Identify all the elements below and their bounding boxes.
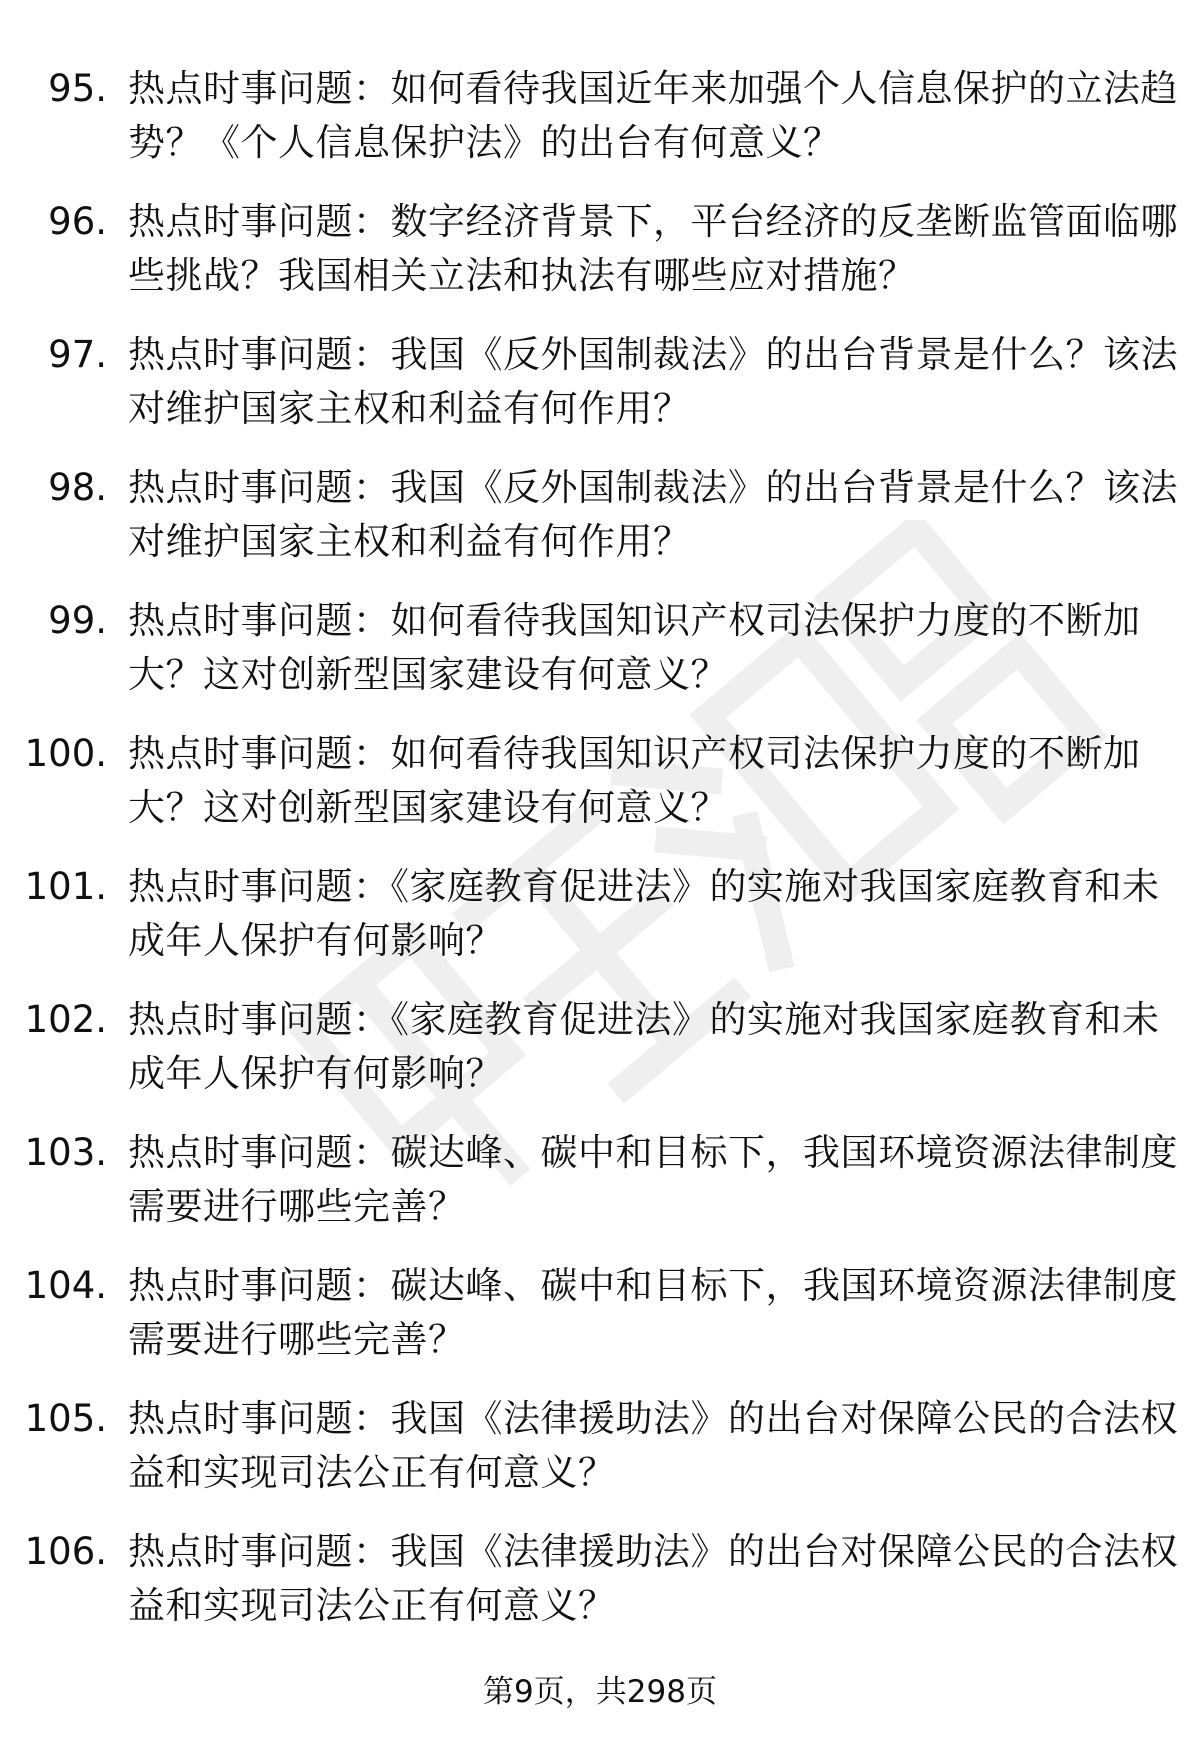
question-text-line: 热点时事问题：我国《法律援助法》的出台对保障公民的合法权 xyxy=(128,1530,1178,1573)
question-text-line: 热点时事问题：碳达峰、碳中和目标下，我国环境资源法律制度 xyxy=(128,1131,1178,1174)
question-text xyxy=(128,860,1160,968)
question-text-line: 热点时事问题：我国《反外国制裁法》的出台背景是什么？该法 xyxy=(128,333,1178,376)
question-item xyxy=(0,191,1200,324)
question-text-line: 需要进行哪些完善？ xyxy=(128,1318,466,1361)
question-text xyxy=(128,1259,1178,1367)
question-item xyxy=(0,856,1200,989)
question-number: 104. xyxy=(24,1264,107,1307)
question-text xyxy=(128,727,1143,835)
question-item xyxy=(0,324,1200,457)
question-item xyxy=(0,457,1200,590)
question-number: 103. xyxy=(24,1131,107,1174)
question-number: 102. xyxy=(24,998,107,1041)
question-text-line: 需要进行哪些完善？ xyxy=(128,1185,466,1228)
question-item xyxy=(0,723,1200,856)
question-number: 105. xyxy=(24,1397,107,1440)
question-text-line: 势？《个人信息保护法》的出台有何意义？ xyxy=(128,121,841,164)
question-text-line: 热点时事问题：如何看待我国知识产权司法保护力度的不断加 xyxy=(128,732,1141,775)
question-text-line: 大？这对创新型国家建设有何意义？ xyxy=(128,653,728,696)
question-number: 97. xyxy=(48,333,107,376)
question-text-line: 成年人保护有何影响？ xyxy=(128,1052,503,1095)
question-text-line: 些挑战？我国相关立法和执法有哪些应对措施？ xyxy=(128,254,916,297)
question-number: 100. xyxy=(24,732,107,775)
question-text-line: 益和实现司法公正有何意义？ xyxy=(128,1584,616,1627)
question-text xyxy=(128,328,1178,436)
question-text-line: 益和实现司法公正有何意义？ xyxy=(128,1451,616,1494)
question-text xyxy=(128,461,1178,569)
question-text-line: 热点时事问题：我国《反外国制裁法》的出台背景是什么？该法 xyxy=(128,466,1178,509)
question-text-line: 热点时事问题：我国《法律援助法》的出台对保障公民的合法权 xyxy=(128,1397,1178,1440)
question-text xyxy=(128,62,1178,170)
question-item xyxy=(0,590,1200,723)
question-text-line: 热点时事问题：如何看待我国知识产权司法保护力度的不断加 xyxy=(128,599,1141,642)
question-text xyxy=(128,1525,1178,1633)
question-text-line: 成年人保护有何影响？ xyxy=(128,919,503,962)
question-number: 101. xyxy=(24,865,107,908)
question-item xyxy=(0,58,1200,191)
question-text-line: 对维护国家主权和利益有何作用？ xyxy=(128,520,691,563)
question-item xyxy=(0,1388,1200,1521)
question-text xyxy=(128,195,1178,303)
question-number: 106. xyxy=(24,1530,107,1573)
question-text-line: 热点时事问题：如何看待我国近年来加强个人信息保护的立法趋 xyxy=(128,67,1178,110)
question-text-line: 热点时事问题：数字经济背景下，平台经济的反垄断监管面临哪 xyxy=(128,200,1178,243)
question-number: 99. xyxy=(48,599,107,642)
question-item xyxy=(0,989,1200,1122)
question-text xyxy=(128,594,1143,702)
question-text-line: 热点时事问题：《家庭教育促进法》的实施对我国家庭教育和未 xyxy=(128,998,1160,1041)
question-text-line: 热点时事问题：碳达峰、碳中和目标下，我国环境资源法律制度 xyxy=(128,1264,1178,1307)
question-text-line: 热点时事问题：《家庭教育促进法》的实施对我国家庭教育和未 xyxy=(128,865,1160,908)
question-text-line: 大？这对创新型国家建设有何意义？ xyxy=(128,786,728,829)
question-text xyxy=(128,1392,1178,1500)
question-number: 95. xyxy=(48,67,107,110)
question-item xyxy=(0,1122,1200,1255)
question-text xyxy=(128,1126,1178,1234)
question-number: 98. xyxy=(48,466,107,509)
question-text xyxy=(128,993,1160,1101)
question-list xyxy=(0,58,1200,1654)
question-item xyxy=(0,1255,1200,1388)
question-text-line: 对维护国家主权和利益有何作用？ xyxy=(128,387,691,430)
question-item xyxy=(0,1521,1200,1654)
question-number: 96. xyxy=(48,200,107,243)
page-footer: 第9页，共298页 xyxy=(483,1674,717,1710)
